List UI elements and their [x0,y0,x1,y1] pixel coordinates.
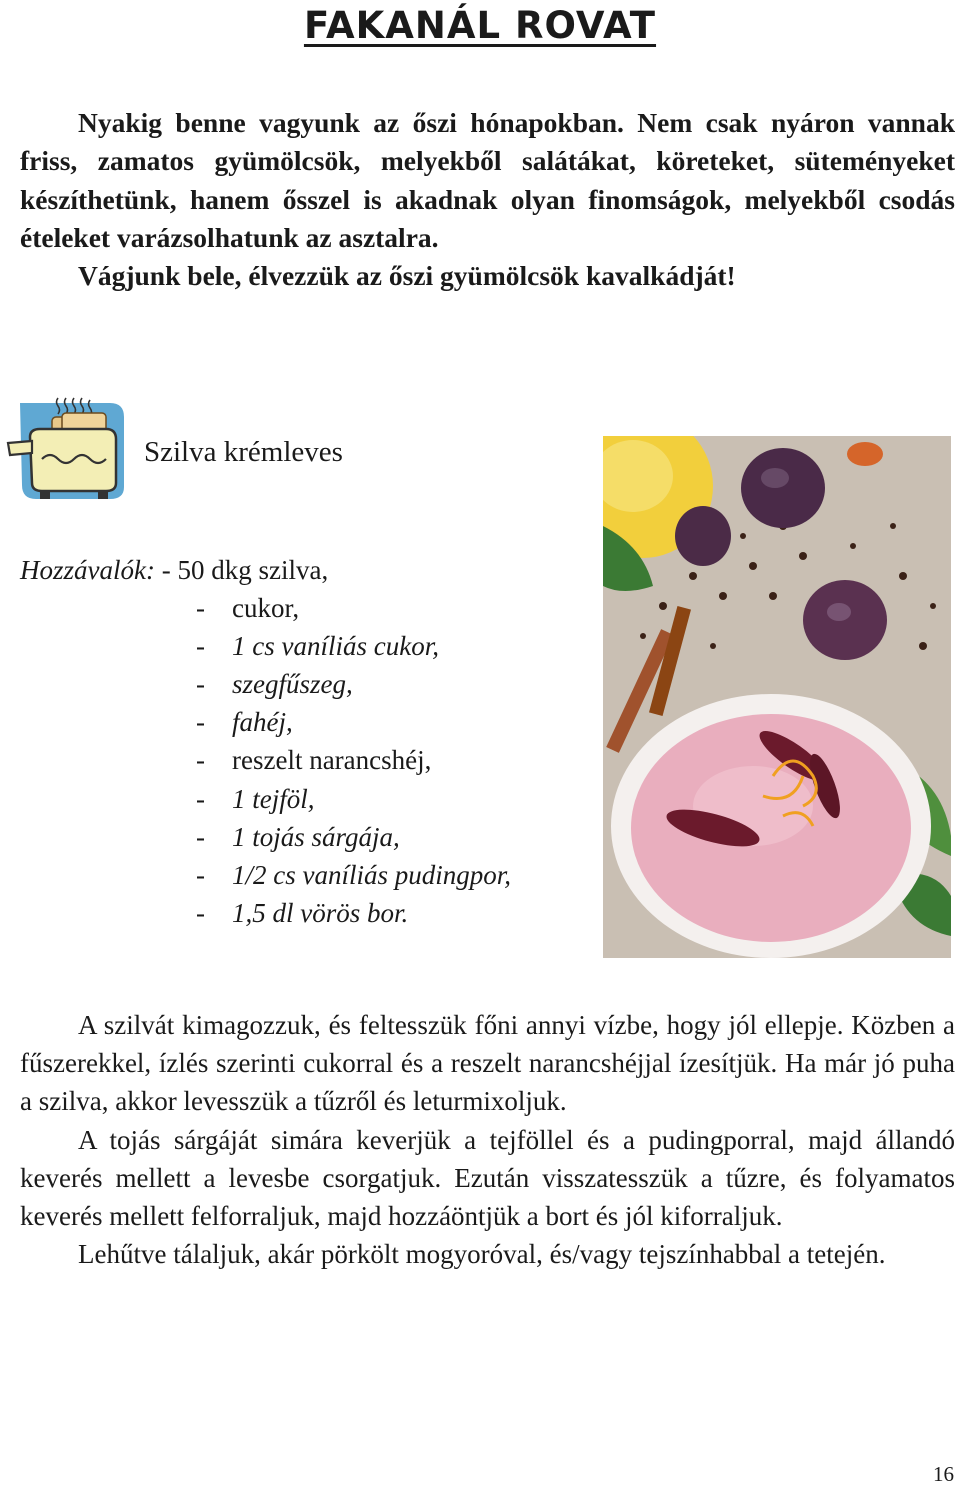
ingredient-item [196,818,511,856]
ingredient-dash: - [196,593,205,624]
intro-section [20,104,955,295]
instruction-paragraph: Lehűtve tálaljuk, akár pörkölt mogyoróval, és/vagy tejszínhabbal a tetején. [78,1239,886,1270]
ingredient-text: fahéj, [232,707,293,738]
ingredient-item: - 50 dkg szilva, [154,555,329,585]
ingredient-item [196,741,511,779]
recipe-title: Szilva krémleves [144,436,343,468]
ingredient-item [196,856,511,894]
ingredient-text: 1 cs vaníliás cukor, [232,631,439,662]
ingredients-first-row [20,551,328,589]
ingredient-item [196,627,511,665]
ingredient-dash: - [196,669,205,700]
ingredient-dash: - [196,783,205,814]
ingredient-item [196,589,511,627]
ingredients-section [20,551,512,928]
ingredient-text: 1,5 dl vörös bor. [232,897,409,928]
ingredient-text: szegfűszeg, [232,669,353,700]
ingredient-dash: - [196,745,205,776]
ingredient-dash: - [196,859,205,890]
ingredient-text: cukor, [232,593,300,624]
ingredient-text: 1 tojás sárgája, [232,821,400,852]
ingredient-item [196,665,511,703]
ingredient-item [196,780,511,818]
page-number: 16 [933,1462,954,1486]
intro-call-to-action: Vágjunk bele, élvezzük az őszi gyümölcsök kavalkádját! [78,260,736,292]
plum-soup-photo [603,436,951,958]
ingredient-text: 1/2 cs vaníliás pudingpor, [232,859,512,890]
instruction-paragraph: A tojás sárgáját simára keverjük a tejföllel és a pudingporral, majd állandó keverés mellett a levesbe csorgatjuk. Ezután visszatesszük a tűzre, és folyamatos keverés mellett felforraljuk, majd hozzáöntjük a bort és jól kiforraljuk. [20,1124,955,1232]
ingredient-dash: - [196,631,205,662]
ingredient-dash: - [196,821,205,852]
instructions-section [20,1006,955,1273]
ingredient-dash: - [196,707,205,738]
intro-paragraph: Nyakig benne vagyunk az őszi hónapokban. Nem csak nyáron vannak friss, zamatos gyümölcsök, melyekből salátákat, köreteket, süteményeket készíthetünk, hanem ősszel is akadnak olyan finomságok, melyekből csodás ételeket varázsolhatunk az asztalra. [20,107,955,253]
ingredient-text: 1 tejföl, [232,783,315,814]
ingredients-list [196,589,511,932]
ingredient-item [196,703,511,741]
ingredients-label: Hozzávalók: [20,555,155,585]
section-title: FAKANÁL ROVAT [303,4,657,47]
ingredient-item [196,894,511,932]
page-header [0,4,960,47]
toaster-icon [6,395,128,503]
ingredient-dash: - [196,897,205,928]
instruction-paragraph: A szilvát kimagozzuk, és feltesszük főni annyi vízbe, hogy jól ellepje. Közben a fűszerekkel, ízlés szerinti cukorral és a reszelt narancshéjjal ízesítjük. Ha már jó puha a szilva, akkor levesszük a tűzről és leturmixoljuk. [20,1010,955,1117]
ingredient-text: reszelt narancshéj, [232,745,432,776]
